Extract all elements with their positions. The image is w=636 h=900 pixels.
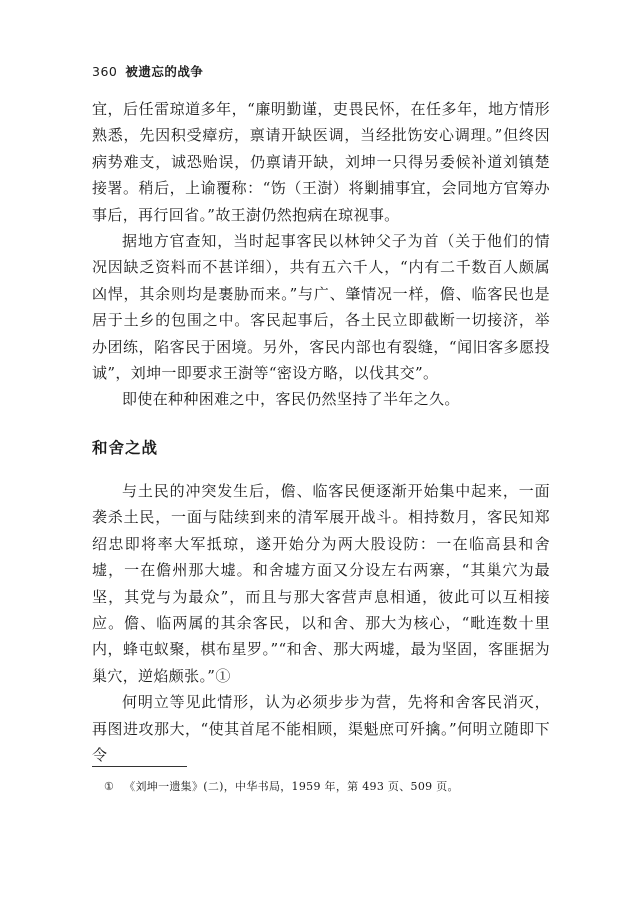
footnote-mark: ① <box>104 780 115 793</box>
footnote <box>104 778 459 794</box>
paragraph: 据地方官查知，当时起事客民以林钟父子为首（关于他们的情况因缺乏资料而不甚详细），共有五六千人，“内有二千数百人颇属凶悍，其余则均是裹胁而来。”与广、肇情况一样，儋、临客民也是居于土乡的包围之中。客民起事后，各土民立即截断一切接济，举办团练，陷客民于困境。另外，客民内部也有裂缝，“闻旧客多愿投诚”，刘坤一即要求王澍等“密设方略，以伐其交”。 <box>92 232 550 383</box>
page-number: 360 <box>92 64 118 79</box>
paragraph: 何明立等见此情形，认为必须步步为营，先将和舍客民消灭，再图进攻那大，“使其首尾不能相顾，渠魁庶可歼擒。”何明立随即下令 <box>92 693 550 765</box>
paragraph: 即使在种种困难之中，客民仍然坚持了半年之久。 <box>122 390 460 409</box>
paragraph: 宜，后任雷琼道多年，“廉明勤谨，吏畏民怀，在任多年，地方情形熟悉，先因积受瘴疠，禀请开缺医调，当经批饬安心调理。”但终因病势难支，诚恐贻误，仍禀请开缺，刘坤一只得另委候补道刘镇楚接署。稍后，上谕覆称：“饬（王澍）将剿捕事宜，会同地方官筹办事后，再行回省。”故王澍仍然抱病在琼视事。 <box>92 100 550 224</box>
body-text-bottom <box>92 478 550 768</box>
body-text-top <box>92 96 550 413</box>
book-title: 被遗忘的战争 <box>125 64 204 79</box>
paragraph: 与土民的冲突发生后，儋、临客民便逐渐开始集中起来，一面袭杀土民，一面与陆续到来的清军展开战斗。相持数月，客民知郑绍忠即将率大军抵琼，遂开始分为两大股设防：一在临高县和舍墟，一在儋州那大墟。和舍墟方面又分设左右两寨，“其巢穴为最坚，其党与为最众”，而且与那大客营声息相通，彼此可以互相接应。儋、临两属的其余客民，以和舍、那大为核心，“毗连数十里内，蜂屯蚁聚，棋布星罗。”“和舍、那大两墟，最为坚固，客匪据为巢穴，逆焰颇张。”① <box>92 482 550 685</box>
running-head <box>92 62 203 80</box>
section-heading: 和舍之战 <box>92 439 159 457</box>
footnote-text: 《刘坤一遗集》(二)，中华书局，1959 年，第 493 页、509 页。 <box>124 780 459 793</box>
footnote-divider <box>92 766 187 767</box>
